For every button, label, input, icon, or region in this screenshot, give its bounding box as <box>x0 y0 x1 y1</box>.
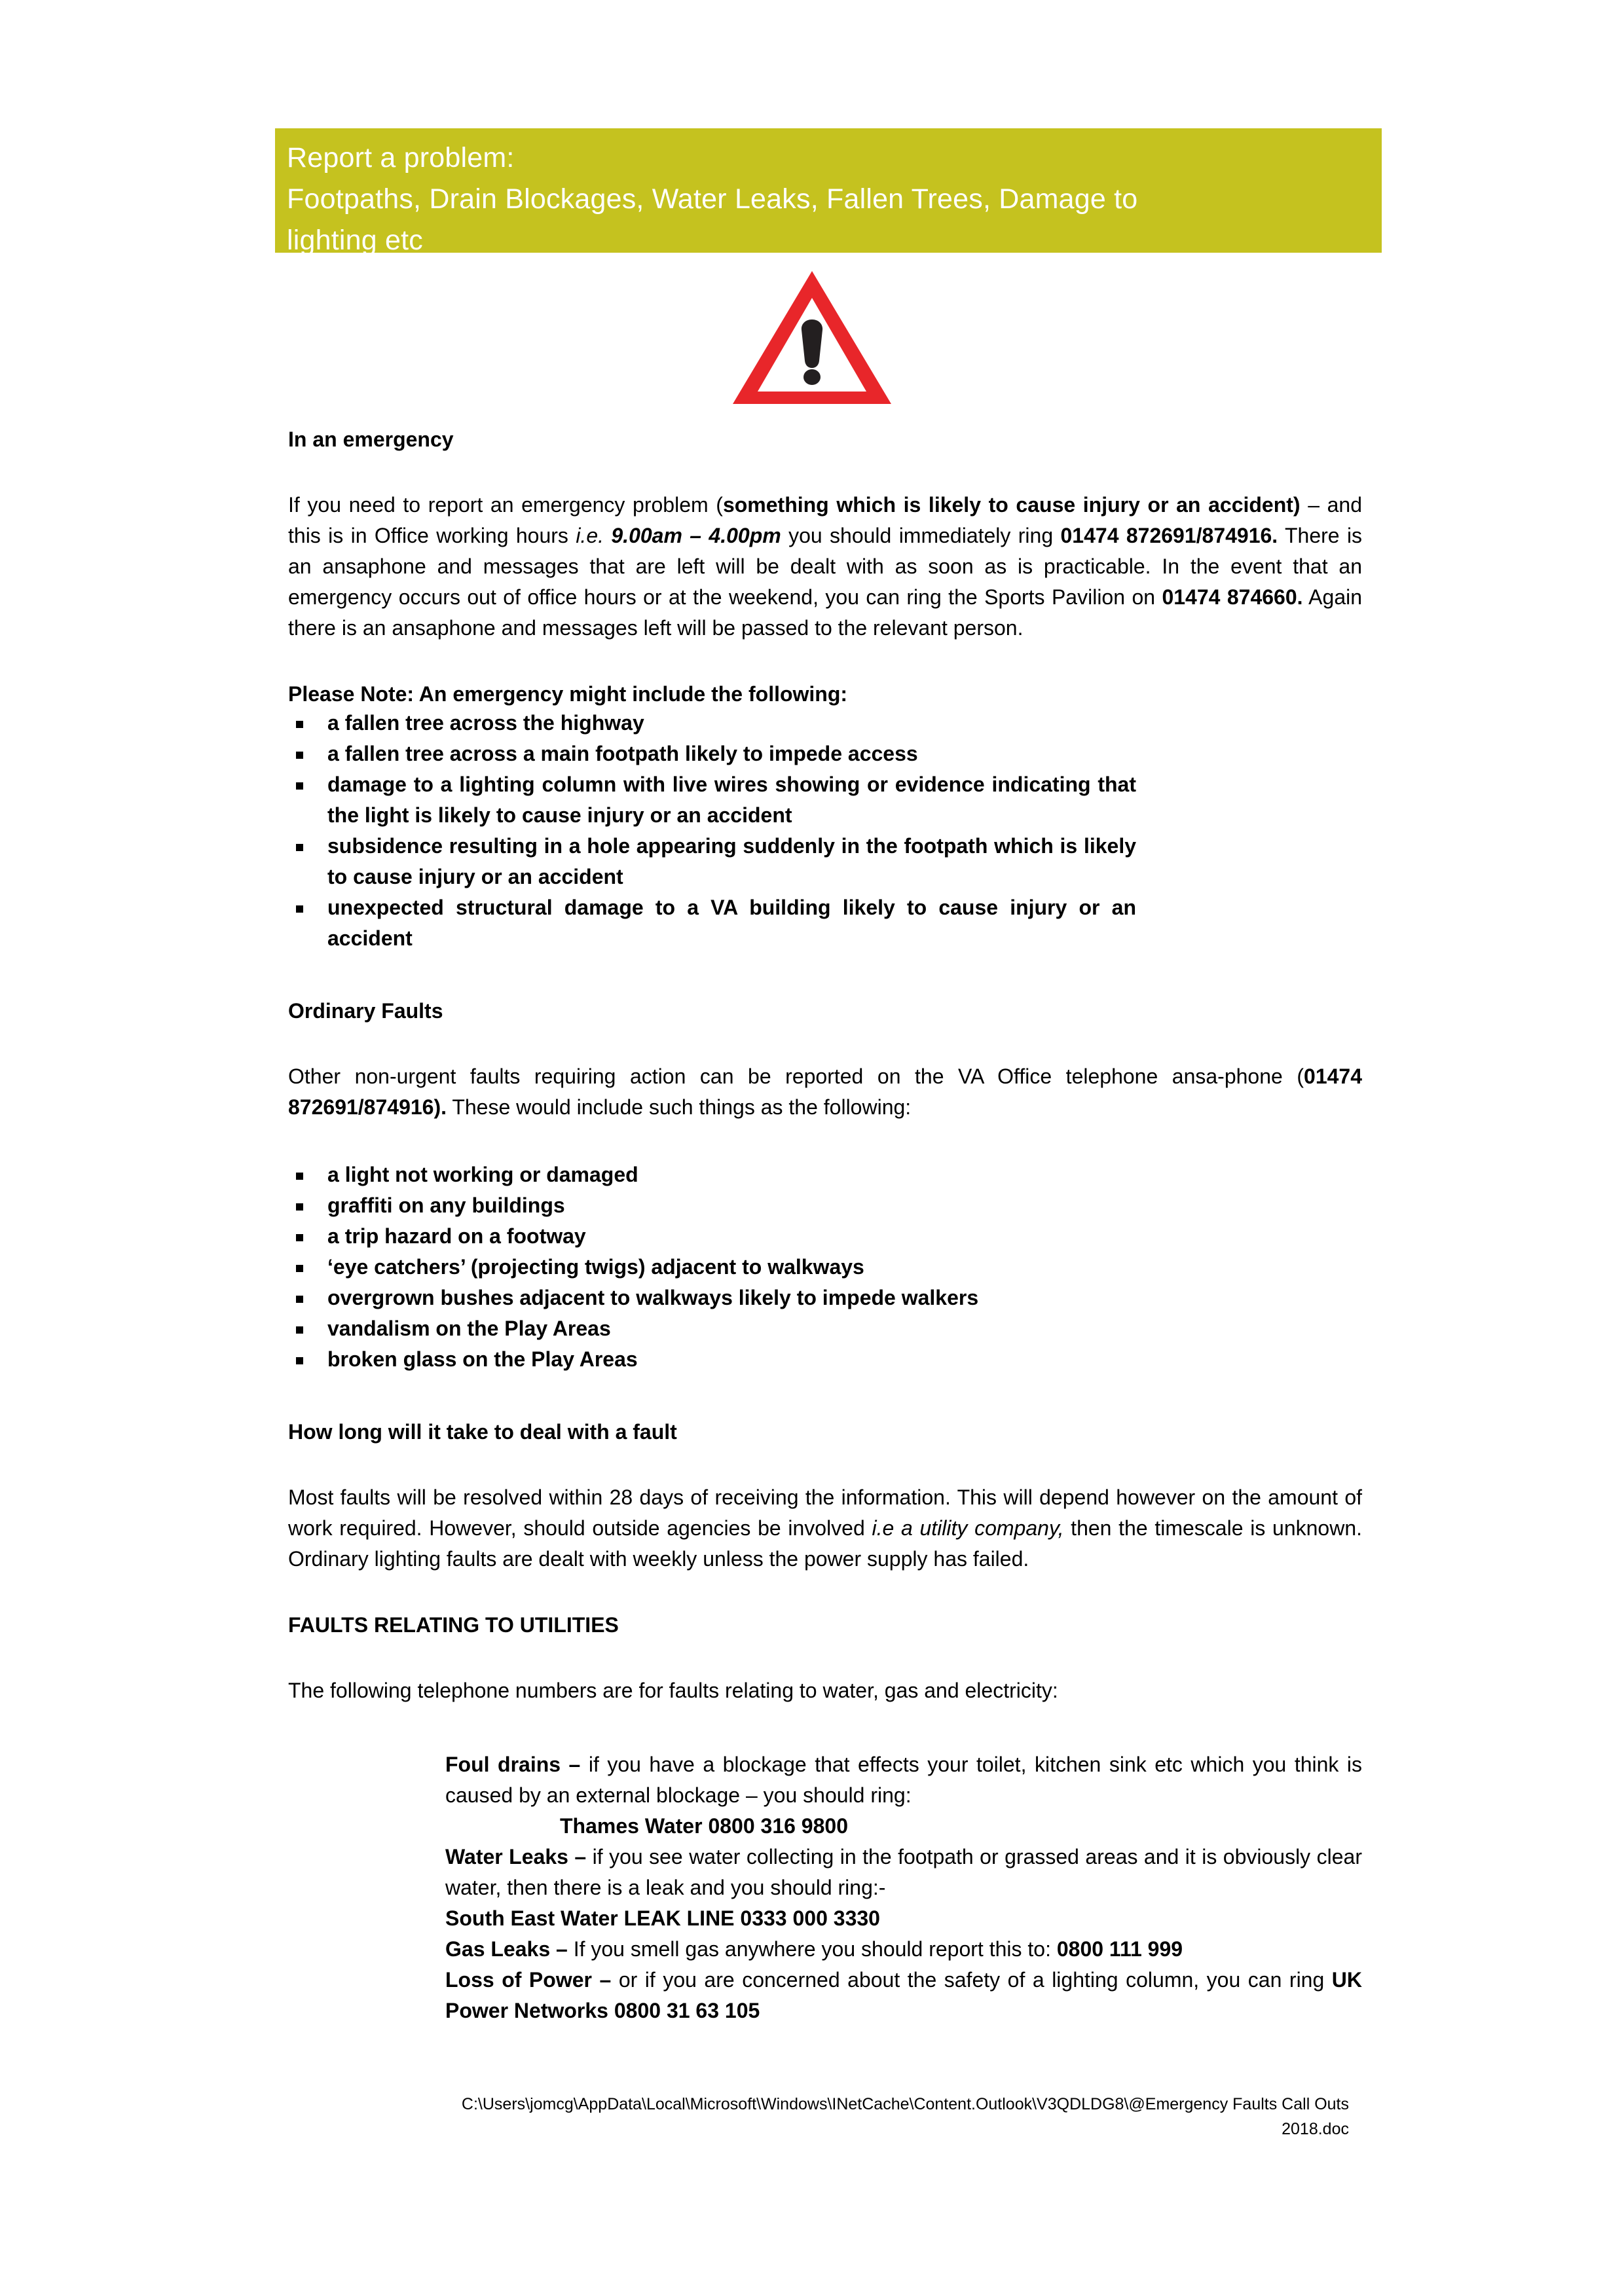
footer-line-2: 2018.doc <box>1282 2120 1349 2138</box>
document-body <box>288 426 1362 2026</box>
list-item: overgrown bushes adjacent to walkways likely to impede walkers <box>288 1283 1136 1313</box>
utility-item-water-leaks <box>445 1842 1362 1903</box>
list-item: a fallen tree across a main footpath likely to impede access <box>288 738 1136 769</box>
foul-drains-label: Foul drains – <box>445 1753 581 1776</box>
gas-leaks-number: 0800 111 999 <box>1056 1937 1183 1961</box>
utility-item-gas-leaks <box>445 1934 1362 1965</box>
foul-drains-body: if you have a blockage that effects your toilet, kitchen sink etc which you think is caused by an external blockage – you should ring: <box>445 1753 1363 1807</box>
list-item: a light not working or damaged <box>288 1159 1136 1190</box>
emg-t1: If you need to report an emergency problem ( <box>288 493 723 517</box>
emg-bi1: 9.00am – 4.00pm <box>611 524 781 547</box>
banner-line-1: Report a problem: <box>287 142 515 173</box>
emg-i1: i.e. <box>576 524 604 547</box>
list-item: subsidence resulting in a hole appearing suddenly in the footpath which is likely to cause injury or an accident <box>288 831 1136 892</box>
ord-t2: These would include such things as the following: <box>447 1095 912 1119</box>
banner-line-3: lighting etc <box>287 225 423 256</box>
emg-t4: you should immediately ring <box>781 524 1061 547</box>
emg-t6: Again there is an ansaphone and messages left will be passed to the relevant person. <box>288 585 1363 640</box>
heading-how-long: How long will it take to deal with a fault <box>288 1420 677 1444</box>
paragraph-utilities-intro: The following telephone numbers are for faults relating to water, gas and electricity: <box>288 1679 1058 1702</box>
page-title-banner <box>275 128 1382 256</box>
emg-t3 <box>604 524 611 547</box>
loss-of-power-number: UK Power Networks 0800 31 63 105 <box>445 1968 1363 2022</box>
list-item: unexpected structural damage to a VA building likely to cause injury or an accident <box>288 892 1136 954</box>
water-leaks-body: if you see water collecting in the footpath or grassed areas and it is obviously clear water, then there is a leak and you should ring:- <box>445 1845 1363 1899</box>
gas-leaks-body: If you smell gas anywhere you should report this to: <box>567 1937 1057 1961</box>
list-item: graffiti on any buildings <box>288 1190 1136 1221</box>
emg-b1: something which is likely to cause injury or an accident) <box>722 493 1301 517</box>
footer-file-path <box>308 2092 1349 2141</box>
emg-b2: 01474 872691/874916. <box>1060 524 1278 547</box>
loss-of-power-body: or if you are concerned about the safety of a lighting column, you can ring <box>611 1968 1332 1992</box>
heading-in-an-emergency: In an emergency <box>288 428 454 451</box>
foul-drains-contact: Thames Water 0800 316 9800 <box>560 1814 848 1838</box>
heading-ordinary-faults: Ordinary Faults <box>288 999 443 1023</box>
loss-of-power-label: Loss of Power – <box>445 1968 612 1992</box>
hl-t2: then the timescale is unknown. Ordinary lighting faults are dealt with weekly unless the power supply has failed. <box>288 1516 1363 1571</box>
paragraph-emergency <box>288 490 1362 644</box>
hl-i1: i.e a utility company, <box>872 1516 1064 1540</box>
utility-item-loss-of-power <box>445 1965 1362 2026</box>
water-leaks-label: Water Leaks – <box>445 1845 587 1868</box>
banner-line-2: Footpaths, Drain Blockages, Water Leaks, Fallen Trees, Damage to <box>287 183 1138 215</box>
utility-item-foul-drains <box>445 1749 1362 1811</box>
paragraph-how-long <box>288 1482 1362 1575</box>
warning-triangle-icon <box>730 267 894 408</box>
water-leaks-contact: South East Water LEAK LINE 0333 000 3330 <box>445 1906 880 1930</box>
ord-b1: 01474 872691/874916). <box>288 1065 1362 1119</box>
list-item: a trip hazard on a footway <box>288 1221 1136 1252</box>
emg-b3: 01474 874660. <box>1162 585 1303 609</box>
footer-line-1: C:\Users\jomcg\AppData\Local\Microsoft\Windows\INetCache\Content.Outlook\V3QDLDG8\@Emergency Faults Call Outs <box>461 2095 1349 2113</box>
emergency-examples-list <box>288 708 1136 954</box>
list-item: a fallen tree across the highway <box>288 708 1136 738</box>
list-item: ‘eye catchers’ (projecting twigs) adjacent to walkways <box>288 1252 1136 1283</box>
hl-t1: Most faults will be resolved within 28 days of receiving the information. This will depend however on the amount of work required. However, should outside agencies be involved <box>288 1485 1362 1540</box>
heading-faults-relating-to-utilities: FAULTS RELATING TO UTILITIES <box>288 1613 619 1637</box>
gas-leaks-label: Gas Leaks – <box>445 1937 568 1961</box>
ordinary-faults-list <box>288 1159 1136 1375</box>
emg-t2: – and this is in Office working hours <box>288 493 1363 547</box>
list-item: broken glass on the Play Areas <box>288 1344 1136 1375</box>
list-item: damage to a lighting column with live wires showing or evidence indicating that the light is likely to cause injury or an accident <box>288 769 1136 831</box>
list-item: vandalism on the Play Areas <box>288 1313 1136 1344</box>
paragraph-ordinary-faults <box>288 1061 1362 1123</box>
ord-t1: Other non-urgent faults requiring action can be reported on the VA Office telephone ansa-phone ( <box>288 1065 1304 1088</box>
emg-t5: There is an ansaphone and messages that are left will be dealt with as soon as is practicable. In the event that an emergency occurs out of office hours or at the weekend, you can ring the Sports Pavilion on <box>288 524 1363 609</box>
utilities-contacts-block <box>445 1749 1362 2026</box>
heading-please-note: Please Note: An emergency might include the following: <box>288 682 848 706</box>
